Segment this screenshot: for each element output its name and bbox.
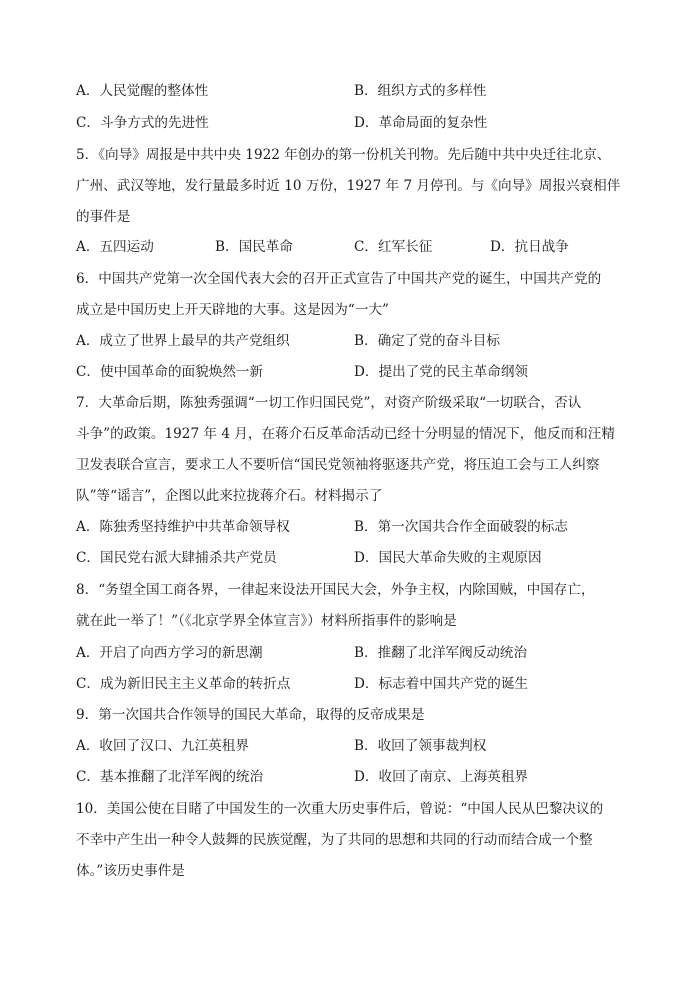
q6-option-c[interactable]: C．使中国革命的面貌焕然一新 [76,364,264,380]
q8-stem-line-1: 8．“务望全国工商各界，一律起来设法开国民大会，外争主权，内除国贼，中国存亡， [76,582,595,598]
q9-option-b[interactable]: B．收回了领事裁判权 [354,738,487,754]
q5-stem-line-3: 的事件是 [76,209,131,225]
q5-option-b[interactable]: B．国民革命 [215,239,293,255]
q9-option-a[interactable]: A．收回了汉口、九江英租界 [76,738,249,754]
q8-option-c[interactable]: C．成为新旧民主主义革命的转折点 [76,676,291,692]
q5-stem-line-2: 广州、武汉等地，发行量最多时近 10 万份，1927 年 7 月停刊。与《向导》周报兴衰相伴 [76,178,621,194]
q6-stem-line-2: 成立是中国历史上开天辟地的大事。这是因为“一大” [76,302,389,318]
q5-option-d[interactable]: D．抗日战争 [490,239,569,255]
q7-option-a[interactable]: A．陈独秀坚持维护中共革命领导权 [76,519,290,535]
q7-option-b[interactable]: B．第一次国共合作全面破裂的标志 [354,519,568,535]
q8-option-d[interactable]: D．标志着中国共产党的诞生 [354,676,529,692]
q8-option-a[interactable]: A．开启了向西方学习的新思潮 [76,645,263,661]
q6-stem-line-1: 6．中国共产党第一次全国代表大会的召开正式宣告了中国共产党的诞生，中国共产党的 [76,271,602,287]
q5-stem-line-1: 5．《向导》周报是中共中央 1922 年创办的第一份机关刊物。先后随中共中央迁往北京、 [76,147,611,163]
q5-option-c[interactable]: C．红军长征 [354,239,433,255]
q6-option-a[interactable]: A．成立了世界上最早的共产党组织 [76,333,290,349]
q5-option-a[interactable]: A．五四运动 [76,239,154,255]
q9-stem-line-1: 9．第一次国共合作领导的国民大革命，取得的反帝成果是 [76,707,425,723]
q7-stem-line-4: 队”等“谣言”，企图以此来拉拢蒋介石。材料揭示了 [76,488,383,504]
q7-stem-line-2: 斗争”的政策。1927 年 4 月，在蒋介石反革命活动已经十分明显的情况下，他反而和汪精 [76,426,615,442]
q7-stem-line-3: 卫发表联合宣言，要求工人不要听信“国民党领袖将驱逐共产党，将压迫工会与工人纠察 [76,457,600,473]
q7-option-c[interactable]: C．国民党右派大肆捕杀共产党员 [76,550,277,566]
q7-option-d[interactable]: D．国民大革命失败的主观原因 [354,550,542,566]
q9-option-c[interactable]: C．基本推翻了北洋军阀的统治 [76,769,264,785]
q8-stem-line-2: 就在此一举了！”（《北京学界全体宣言》）材料所指事件的影响是 [76,613,457,629]
q4-option-c[interactable]: C．斗争方式的先进性 [76,115,209,131]
q8-option-b[interactable]: B．推翻了北洋军阀反动统治 [354,645,528,661]
q4-option-b[interactable]: B．组织方式的多样性 [354,83,487,99]
q4-option-d[interactable]: D．革命局面的复杂性 [354,115,488,131]
q4-option-a[interactable]: A．人民觉醒的整体性 [76,83,209,99]
q9-option-d[interactable]: D．收回了南京、上海英租界 [354,769,529,785]
q7-stem-line-1: 7．大革命后期，陈独秀强调“一切工作归国民党”，对资产阶级采取“一切联合，否认 [76,395,582,411]
q10-stem-line-1: 10．美国公使在目睹了中国发生的一次重大历史事件后，曾说：“中国人民从巴黎决议的 [76,801,604,817]
q10-stem-line-2: 不幸中产生出一种令人鼓舞的民族觉醒，为了共同的思想和共同的行动而结合成一个整 [76,832,593,848]
q6-option-d[interactable]: D．提出了党的民主革命纲领 [354,364,529,380]
q6-option-b[interactable]: B．确定了党的奋斗目标 [354,333,500,349]
q10-stem-line-3: 体。”该历史事件是 [76,863,185,879]
